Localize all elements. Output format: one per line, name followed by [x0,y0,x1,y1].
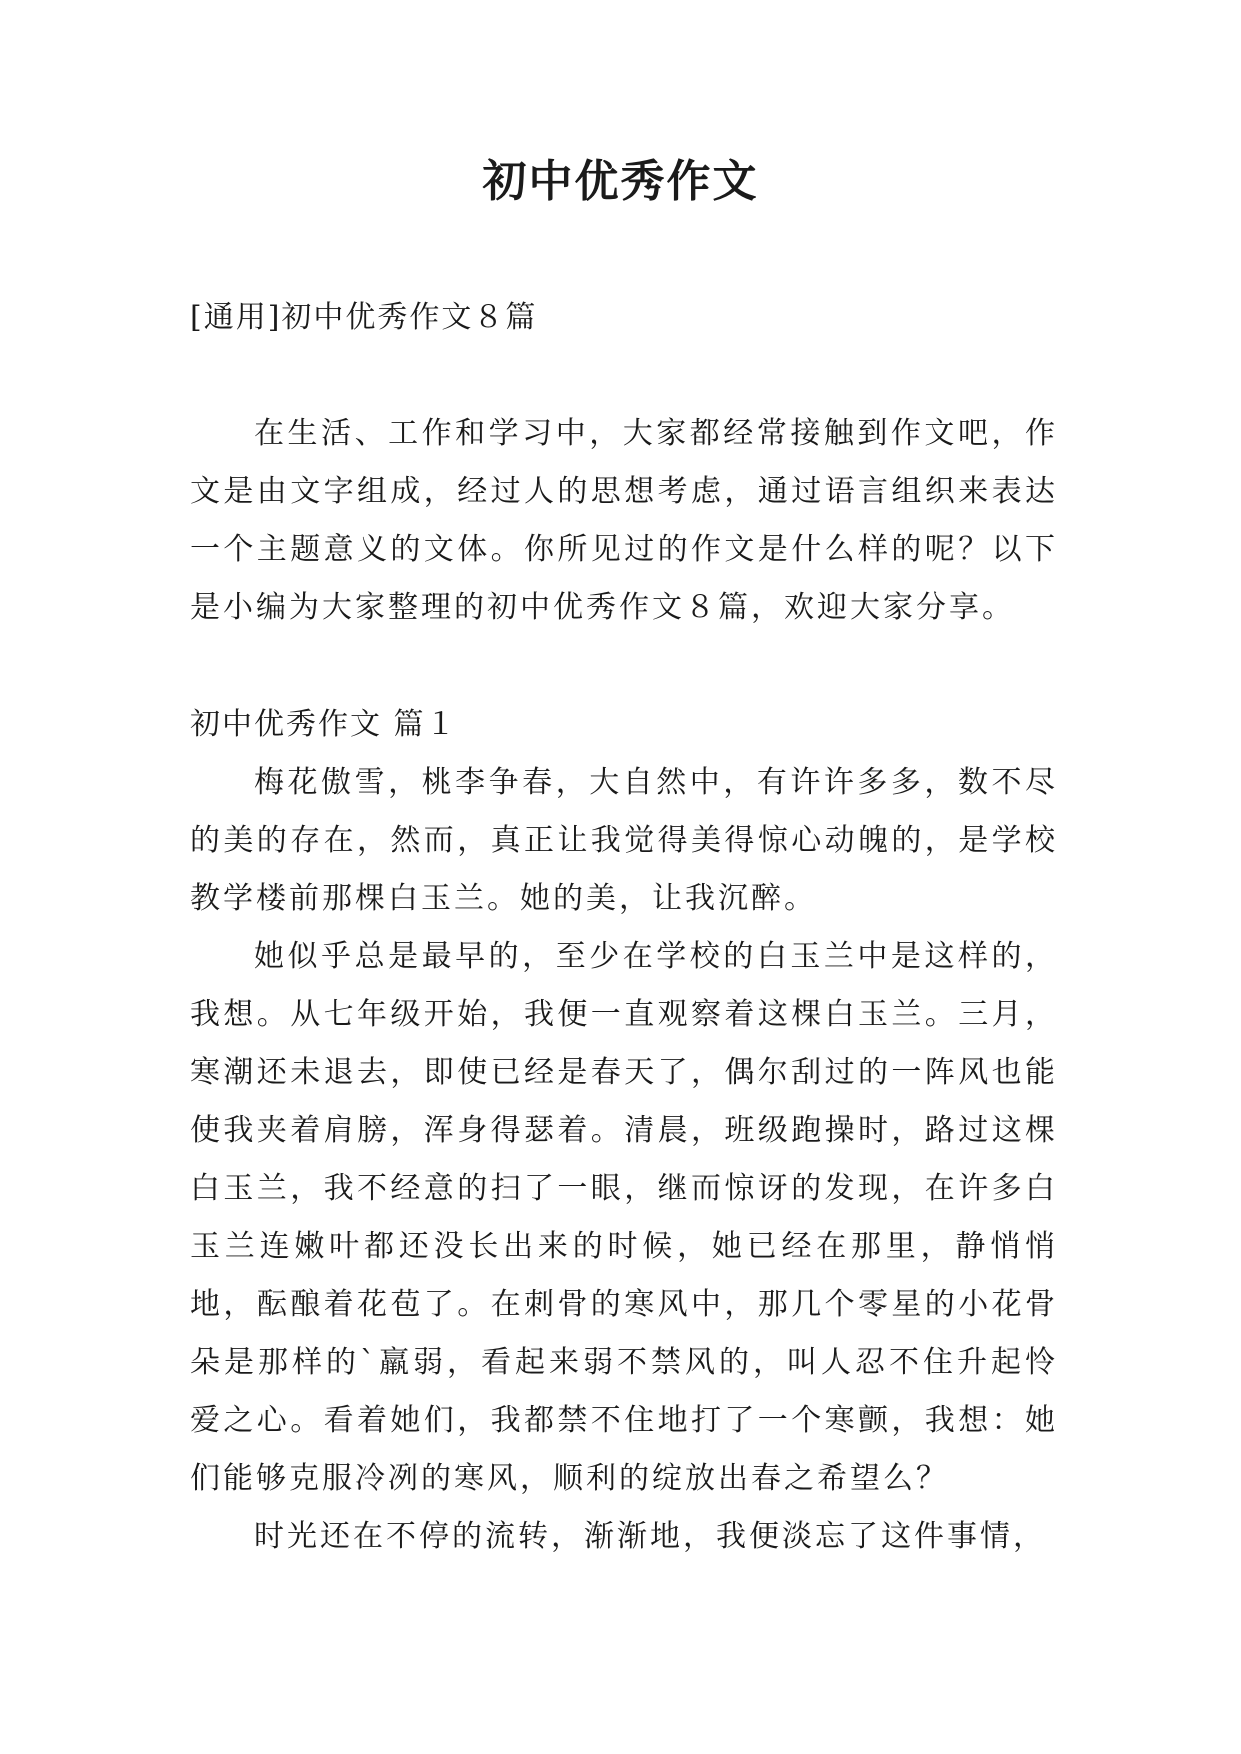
document-subtitle: [通用]初中优秀作文８篇 [190,300,538,335]
essay-body [190,754,1058,1566]
intro-block [190,405,1058,637]
section-heading: 初中优秀作文 篇１ [190,707,458,742]
intro-paragraph: 在生活、工作和学习中，大家都经常接触到作文吧，作文是由文字组成，经过人的思想考虑，通过语言组织来表达一个主题意义的文体。你所见过的作文是什么样的呢？以下是小编为大家整理的初中优秀作文８篇，欢迎大家分享。 [190,416,1058,625]
document-title: 初中优秀作文 [482,156,759,207]
essay-paragraph-3: 时光还在不停的流转，渐渐地，我便淡忘了这件事情， [254,1519,1046,1554]
essay-paragraph-1: 梅花傲雪，桃李争春，大自然中，有许许多多，数不尽的美的存在，然而，真正让我觉得美得惊心动魄的，是学校教学楼前那棵白玉兰。她的美，让我沉醉。 [190,765,1058,916]
essay-paragraph-2: 她似乎总是最早的，至少在学校的白玉兰中是这样的，我想。从七年级开始，我便一直观察着这棵白玉兰。三月，寒潮还未退去，即使已经是春天了，偶尔刮过的一阵风也能使我夹着肩膀，浑身得瑟着。清晨，班级跑操时，路过这棵白玉兰，我不经意的扫了一眼，继而惊讶的发现，在许多白玉兰连嫩叶都还没长出来的时候，她已经在那里，静悄悄地，酝酿着花苞了。在刺骨的寒风中，那几个零星的小花骨朵是那样的`羸弱，看起来弱不禁风的，叫人忍不住升起怜爱之心。看着她们，我都禁不住地打了一个寒颤，我想：她们能够克服冷冽的寒风，顺利的绽放出春之希望么？ [190,939,1058,1496]
